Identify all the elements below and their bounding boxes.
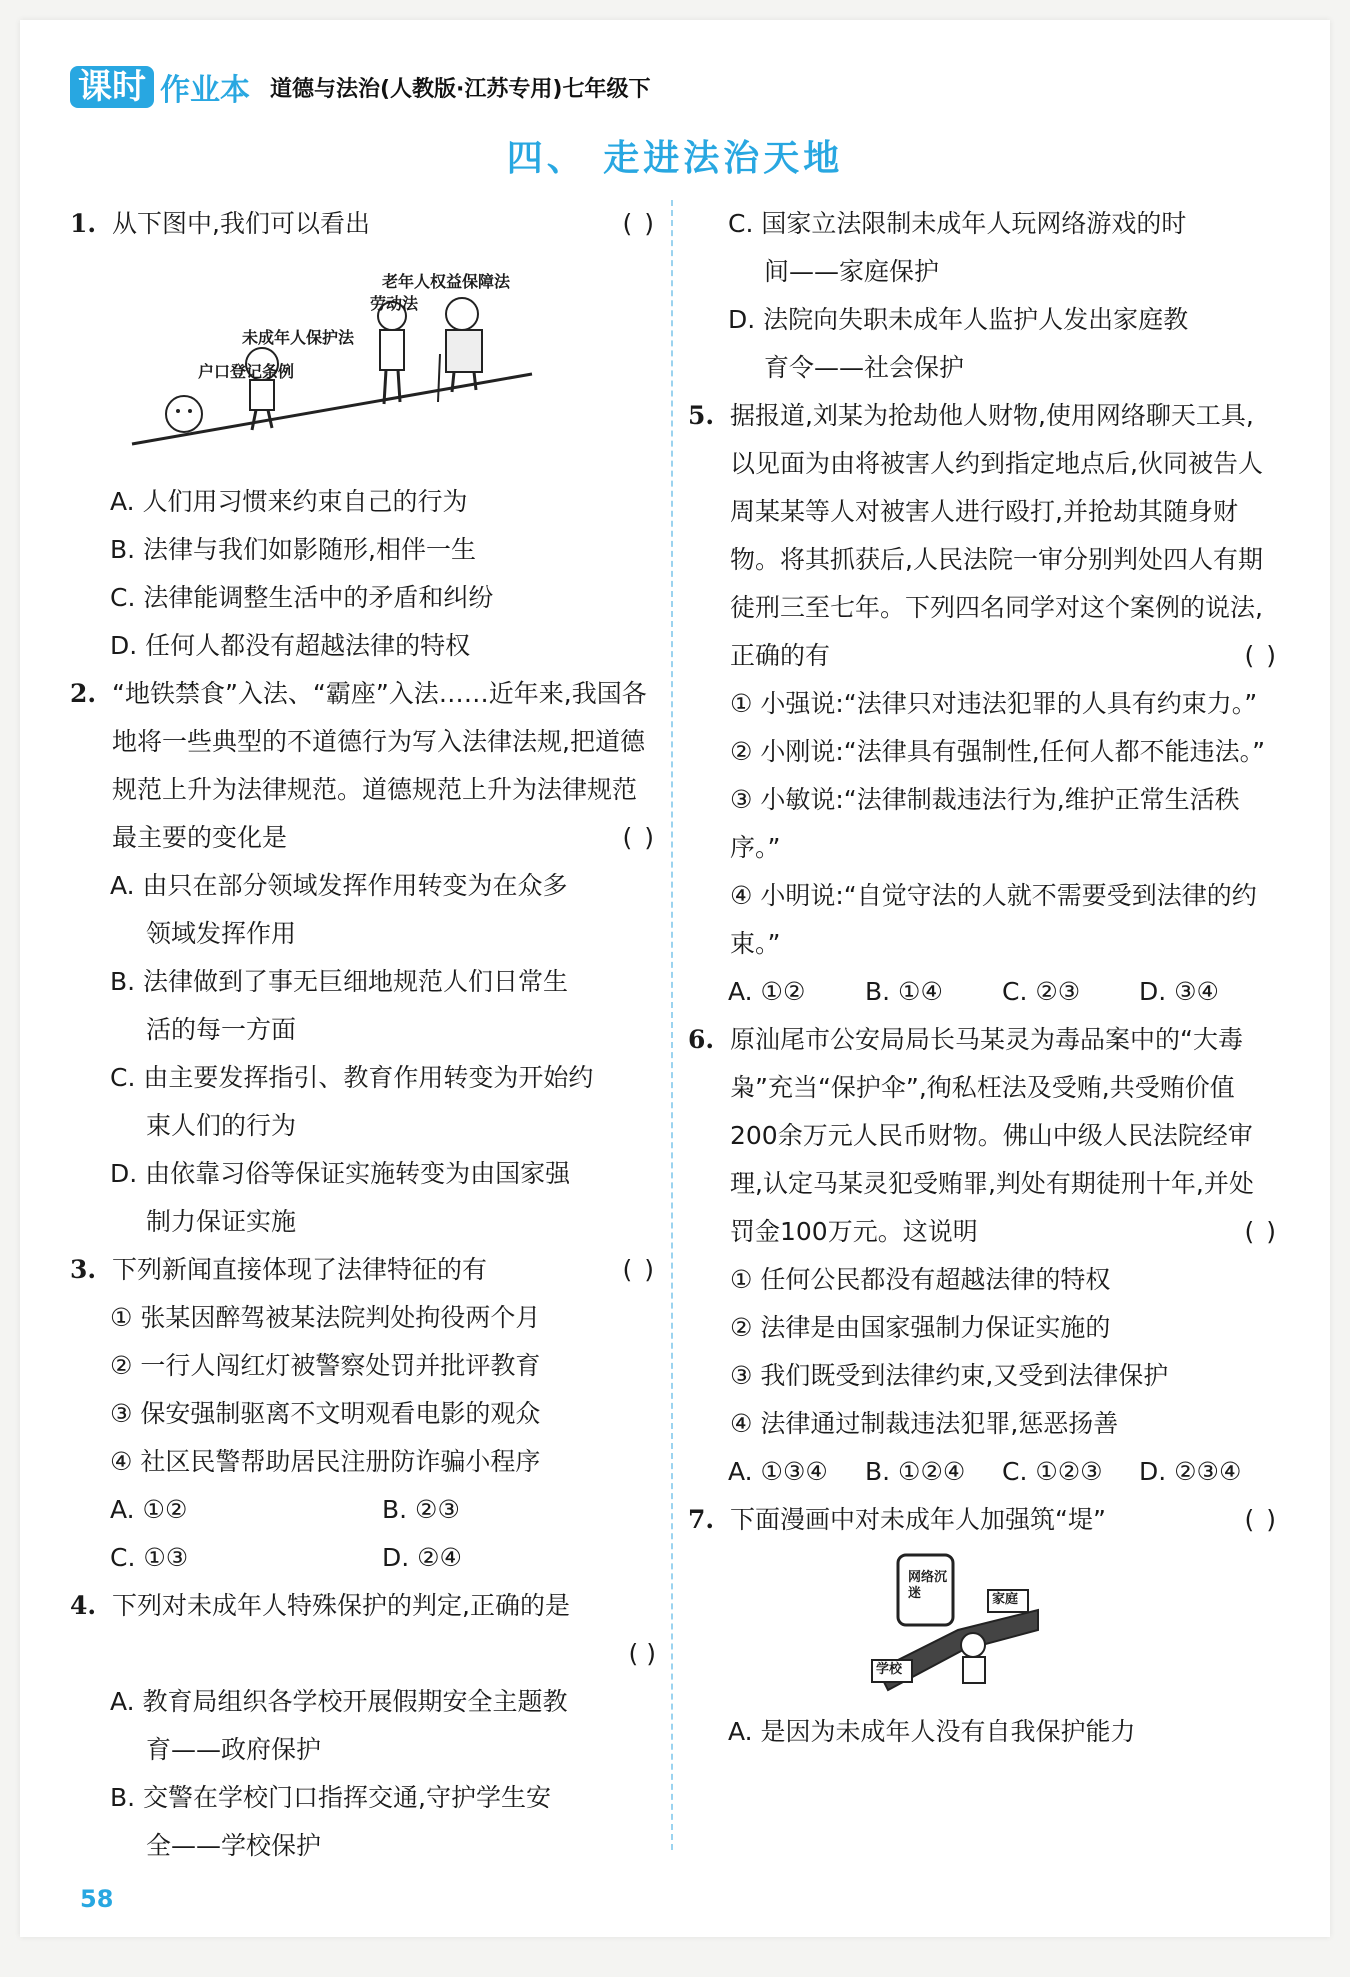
protection-cartoon — [868, 1550, 1048, 1700]
question-stem: 下面漫画中对未成年人加强筑“堤” — [730, 1505, 1106, 1534]
question-stem: “地铁禁食”入法、“霸座”入法……近年来,我国各地将一些典型的不道德行为写入法律法规,把道德规范上升为法律规范。道德规范上升为法律规范最主要的变化是 — [112, 679, 647, 852]
figure-label: 老年人权益保障法 — [382, 272, 511, 291]
figure-label: 劳动法 — [370, 294, 419, 313]
question-2 — [70, 670, 656, 862]
option-a[interactable]: A. ①② — [728, 977, 806, 1006]
option-c[interactable]: C. 由主要发挥指引、教育作用转变为开始约 束人们的行为 — [110, 1063, 594, 1140]
column-divider — [671, 200, 673, 1850]
option-d[interactable]: D. ②④ — [382, 1543, 462, 1572]
question-number: 6. — [688, 1025, 715, 1054]
option-c[interactable]: C. ①②③ — [1002, 1457, 1103, 1486]
option-d[interactable]: D. 任何人都没有超越法律的特权 — [110, 631, 471, 660]
options-row — [688, 968, 1278, 1016]
option-c[interactable]: C. ①③ — [110, 1543, 189, 1572]
option-d[interactable]: D. ③④ — [1139, 977, 1219, 1006]
option-a[interactable]: A. 人们用习惯来约束自己的行为 — [110, 487, 468, 516]
statement-item: ③ 我们既受到法律约束,又受到法律保护 — [730, 1361, 1169, 1390]
life-stages-illustration — [122, 254, 656, 470]
answer-paren: ( ) — [1244, 641, 1278, 670]
question-7 — [688, 1496, 1278, 1544]
question-stem: 下列新闻直接体现了法律特征的有 — [112, 1255, 488, 1284]
answer-paren: ( ) — [628, 1639, 656, 1668]
option-a[interactable]: A. 是因为未成年人没有自我保护能力 — [728, 1717, 1136, 1746]
statement-item: ① 小强说:“法律只对违法犯罪的人具有约束力。” — [730, 689, 1258, 718]
option-c[interactable]: C. ②③ — [1002, 977, 1081, 1006]
statement-item: ④ 小明说:“自觉守法的人就不需要受到法律的约束。” — [730, 881, 1257, 958]
question-number: 1. — [70, 209, 97, 238]
question-4 — [70, 1582, 656, 1630]
figure-label: 户口登记条例 — [198, 362, 295, 381]
page-number: 58 — [80, 1885, 114, 1913]
option-a[interactable]: A. 教育局组织各学校开展假期安全主题教 育——政府保护 — [110, 1687, 568, 1764]
question-stem: 据报道,刘某为抢劫他人财物,使用网络聊天工具,以见面为由将被害人约到指定地点后,伙同被告人周某某等人对被害人进行殴打,并抢劫其随身财物。将其抓获后,人民法院一审分别判处四人有期徒刑三至七年。下列四名同学对这个案例的说法,正确的有 — [730, 401, 1263, 670]
workbook-page — [20, 20, 1330, 1937]
option-c[interactable]: C. 法律能调整生活中的矛盾和纠纷 — [110, 583, 494, 612]
question-6 — [688, 1016, 1278, 1256]
option-d[interactable]: D. 法院向失职未成年人监护人发出家庭教 育令——社会保护 — [728, 305, 1189, 382]
options-row — [70, 1534, 656, 1582]
option-b[interactable]: B. 交警在学校门口指挥交通,守护学生安 全——学校保护 — [110, 1783, 551, 1860]
statement-item: ① 张某因醉驾被某法院判处拘役两个月 — [110, 1303, 541, 1332]
option-c[interactable]: C. 国家立法限制未成年人玩网络游戏的时 间——家庭保护 — [728, 209, 1187, 286]
child-figure — [961, 1633, 985, 1657]
question-stem: 原汕尾市公安局局长马某灵为毒品案中的“大毒枭”充当“保护伞”,徇私枉法及受贿,共受贿价值200余万元人民币财物。佛山中级人民法院经审理,认定马某灵犯受贿罪,判处有期徒刑十年,并处罚金100万元。这说明 — [730, 1025, 1254, 1246]
question-stem: 从下图中,我们可以看出 — [112, 209, 370, 238]
page-header — [70, 62, 650, 112]
option-b[interactable]: B. ①②④ — [865, 1457, 966, 1486]
section-title: 四、 走进法治天地 — [506, 138, 844, 179]
statement-item: ② 法律是由国家强制力保证实施的 — [730, 1313, 1111, 1342]
question-1 — [70, 200, 656, 248]
figure-label: 家庭 — [992, 1592, 1019, 1607]
right-column — [688, 200, 1278, 1756]
figure-label: 未成年人保护法 — [242, 328, 355, 347]
figure-label: 学校 — [876, 1662, 903, 1677]
statement-item: ④ 社区民警帮助居民注册防诈骗小程序 — [110, 1447, 541, 1476]
statement-item: ② 小刚说:“法律具有强制性,任何人都不能违法。” — [730, 737, 1266, 766]
option-a[interactable]: A. ①③④ — [728, 1457, 828, 1486]
question-stem: 下列对未成年人特殊保护的判定,正确的是 — [112, 1591, 570, 1620]
figure-label: 网络沉迷 — [908, 1570, 948, 1601]
option-b[interactable]: B. 法律做到了事无巨细地规范人们日常生 活的每一方面 — [110, 967, 569, 1044]
statement-item: ③ 保安强制驱离不文明观看电影的观众 — [110, 1399, 541, 1428]
answer-paren: ( ) — [622, 1255, 656, 1284]
option-a[interactable]: A. ①② — [110, 1495, 188, 1524]
options-row — [688, 1448, 1278, 1496]
left-column — [70, 200, 656, 1870]
answer-paren: ( ) — [622, 209, 656, 238]
question-number: 4. — [70, 1591, 97, 1620]
statement-item: ④ 法律通过制裁违法犯罪,惩恶扬善 — [730, 1409, 1119, 1438]
question-number: 2. — [70, 679, 97, 708]
brand-logo: 课时 — [70, 66, 154, 108]
option-d[interactable]: D. 由依靠习俗等保证实施转变为由国家强 制力保证实施 — [110, 1159, 571, 1236]
answer-paren: ( ) — [1244, 1217, 1278, 1246]
subject-title: 道德与法治(人教版·江苏专用)七年级下 — [270, 76, 651, 102]
question-5 — [688, 392, 1278, 680]
options-row — [70, 1486, 656, 1534]
answer-paren: ( ) — [1244, 1505, 1278, 1534]
option-b[interactable]: B. ①④ — [865, 977, 943, 1006]
statement-item: ① 任何公民都没有超越法律的特权 — [730, 1265, 1111, 1294]
question-number: 7. — [688, 1505, 715, 1534]
brand-name: 作业本 — [160, 73, 250, 108]
statement-item: ③ 小敏说:“法律制裁违法行为,维护正常生活秩序。” — [730, 785, 1240, 862]
answer-paren: ( ) — [622, 823, 656, 852]
option-b[interactable]: B. 法律与我们如影随形,相伴一生 — [110, 535, 476, 564]
option-b[interactable]: B. ②③ — [382, 1495, 460, 1524]
statement-item: ② 一行人闯红灯被警察处罚并批评教育 — [110, 1351, 541, 1380]
option-d[interactable]: D. ②③④ — [1139, 1457, 1242, 1486]
question-number: 3. — [70, 1255, 97, 1284]
option-a[interactable]: A. 由只在部分领域发挥作用转变为在众多 领域发挥作用 — [110, 871, 568, 948]
question-number: 5. — [688, 401, 715, 430]
question-3 — [70, 1246, 656, 1294]
